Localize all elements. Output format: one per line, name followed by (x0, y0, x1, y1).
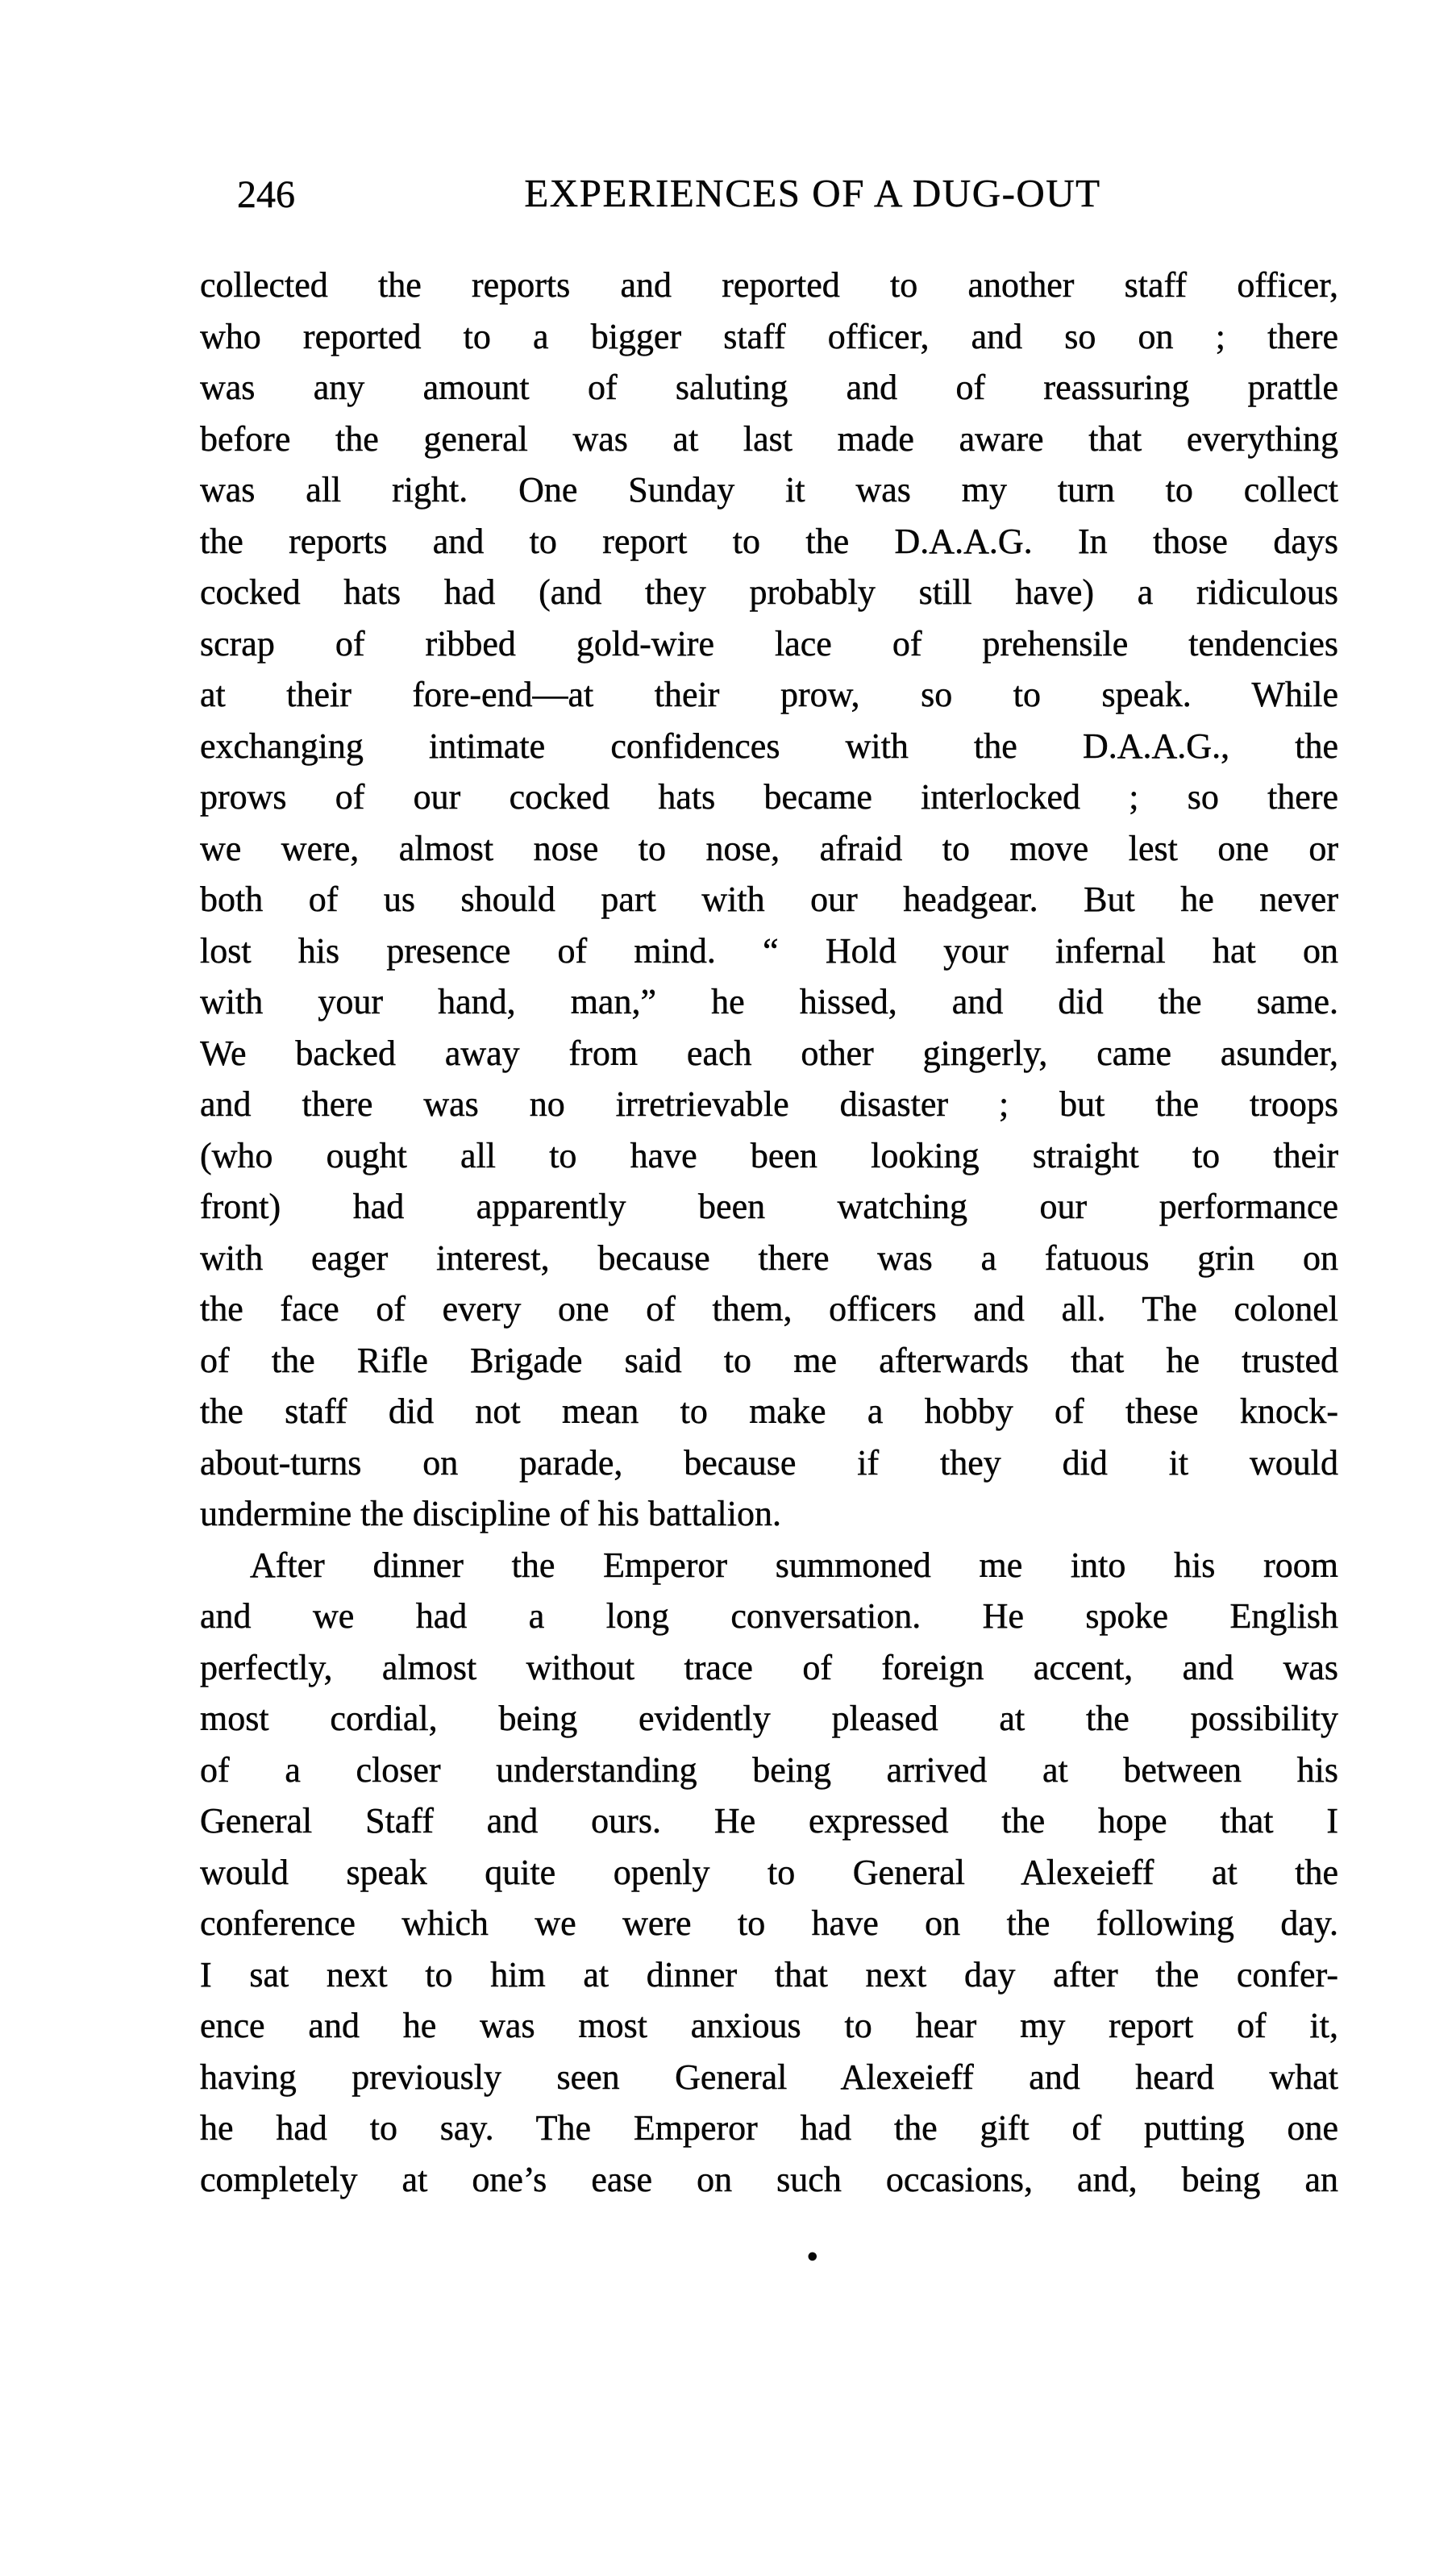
text-line: perfectly, almost without trace of foreign accent, and was (200, 1647, 1338, 1687)
text-line: with eager interest, because there was a fatuous grin on (200, 1237, 1338, 1278)
text-line: (who ought all to have been looking straight to their (200, 1135, 1338, 1175)
text-line: and there was no irretrievable disaster ; but the troops (200, 1084, 1338, 1124)
text-line: General Staff and ours. He expressed the hope that I (200, 1801, 1338, 1841)
text-line: of the Rifle Brigade said to me afterwards that he trusted (200, 1340, 1338, 1380)
text-line: was all right. One Sunday it was my turn to collect (200, 470, 1338, 510)
text-line: we were, almost nose to nose, afraid to move lest one or (200, 828, 1338, 868)
text-line: lost his presence of mind. “ Hold your infernal hat on (200, 930, 1338, 971)
text-line: at their fore-end—at their prow, so to speak. While (200, 675, 1338, 714)
text-line: he had to say. The Emperor had the gift of putting one (200, 2108, 1338, 2148)
text-line: most cordial, being evidently pleased at the possibility (200, 1699, 1338, 1738)
text-line: scrap of ribbed gold-wire lace of prehensile tendencies (200, 623, 1338, 663)
text-line: completely at one’s ease on such occasions, and, being an (200, 2159, 1338, 2199)
text-line: before the general was at last made aware that everything (200, 418, 1338, 459)
text-line: front) had apparently been watching our performance (200, 1187, 1338, 1226)
text-line: with your hand, man,” he hissed, and did the same. (200, 982, 1338, 1021)
text-line: the face of every one of them, officers and all. The colonel (200, 1289, 1338, 1329)
text-line: I sat next to him at dinner that next day after the confer- (200, 1954, 1338, 1995)
page-body (200, 260, 1338, 2205)
text-line: and we had a long conversation. He spoke English (200, 1596, 1338, 1636)
text-line: ence and he was most anxious to hear my report of it, (200, 2006, 1338, 2045)
text-line: conference which we were to have on the following day. (200, 1903, 1338, 1943)
text-line: was any amount of saluting and of reassuring prattle (200, 368, 1338, 407)
paragraph (200, 260, 1338, 1540)
text-line: about-turns on parade, because if they did it would (200, 1442, 1338, 1483)
text-line: prows of our cocked hats became interlocked ; so there (200, 777, 1338, 817)
text-line: would speak quite openly to General Alexeieff at the (200, 1852, 1338, 1892)
text-line: cocked hats had (and they probably still have) a ridiculous (200, 572, 1338, 612)
page-number: 246 (237, 173, 295, 216)
text-line: having previously seen General Alexeieff and heard what (200, 2057, 1338, 2097)
text-line: exchanging intimate confidences with the D.A.A.G., the (200, 726, 1338, 766)
running-title: EXPERIENCES OF A DUG-OUT (524, 171, 1101, 215)
text-line: We backed away from each other gingerly, came asunder, (200, 1033, 1338, 1073)
text-line: both of us should part with our headgear. But he never (200, 880, 1338, 919)
text-line: collected the reports and reported to another staff officer, (200, 265, 1338, 305)
text-line: After dinner the Emperor summoned me into his room (250, 1545, 1338, 1585)
text-line: the reports and to report to the D.A.A.G. In those days (200, 521, 1338, 561)
text-line: of a closer understanding being arrived at between his (200, 1749, 1338, 1790)
text-line: who reported to a bigger staff officer, and so on ; there (200, 316, 1338, 356)
text-line: undermine the discipline of his battalion. (200, 1494, 781, 1533)
text-line: the staff did not mean to make a hobby of these knock- (200, 1391, 1338, 1431)
paragraph (200, 1540, 1338, 2206)
printer-dot: . (806, 2216, 819, 2271)
